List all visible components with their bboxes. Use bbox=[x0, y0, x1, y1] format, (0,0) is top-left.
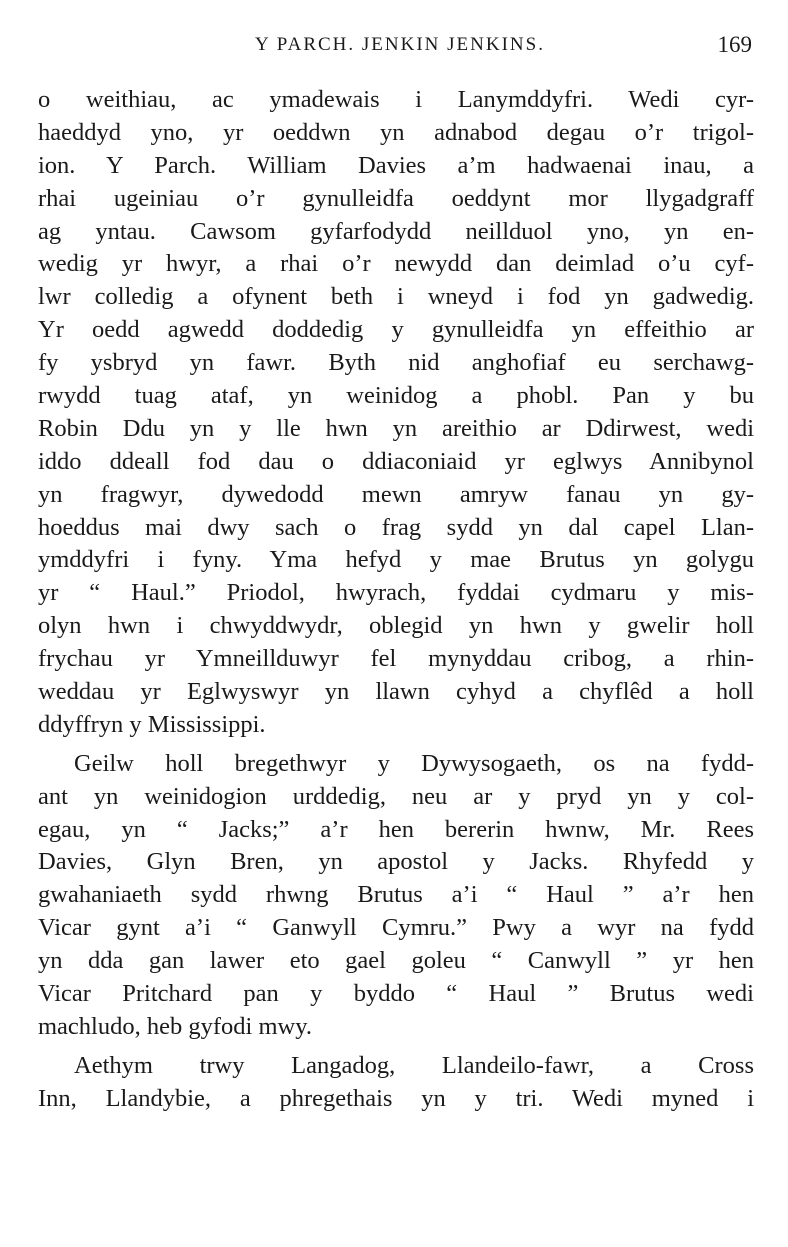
text-line: yn dda gan lawer eto gael goleu “ Canwyll ” yr hen bbox=[38, 947, 754, 975]
text-line: rwydd tuag ataf, yn weinidog a phobl. Pan y bu bbox=[38, 382, 754, 410]
text-line: Aethym trwy Langadog, Llandeilo-fawr, a Cross bbox=[74, 1051, 754, 1079]
text-line: Robin Ddu yn y lle hwn yn areithio ar Ddirwest, wedi bbox=[38, 414, 754, 442]
text-line: lwr colledig a ofynent beth i wneyd i fod yn gadwedig. bbox=[38, 283, 754, 311]
text-line: machludo, heb gyfodi mwy. bbox=[38, 1012, 312, 1040]
text-line: rhai ugeiniau o’r gynulleidfa oeddynt mor llygadgraff bbox=[38, 184, 754, 212]
text-line: Inn, Llandybie, a phregethais yn y tri. Wedi myned i bbox=[38, 1084, 754, 1112]
text-line: egau, yn “ Jacks;” a’r hen bererin hwnw, Mr. Rees bbox=[38, 815, 754, 843]
text-line: gwahaniaeth sydd rhwng Brutus a’i “ Haul ” a’r hen bbox=[38, 881, 754, 909]
text-line: ddyffryn y Mississippi. bbox=[38, 710, 266, 738]
text-line: Yr oedd agwedd doddedig y gynulleidfa yn effeithio ar bbox=[38, 316, 754, 344]
text-line: ymddyfri i fyny. Yma hefyd y mae Brutus yn golygu bbox=[38, 546, 754, 574]
text-line: haeddyd yno, yr oeddwn yn adnabod degau o’r trigol- bbox=[38, 118, 754, 146]
text-line: frychau yr Ymneillduwyr fel mynyddau cribog, a rhin- bbox=[38, 645, 754, 673]
text-line: iddo ddeall fod dau o ddiaconiaid yr eglwys Annibynol bbox=[38, 447, 754, 475]
text-line: yn fragwyr, dywedodd mewn amryw fanau yn gy- bbox=[38, 480, 754, 508]
text-line: olyn hwn i chwyddwydr, oblegid yn hwn y gwelir holl bbox=[38, 612, 754, 640]
text-line: ag yntau. Cawsom gyfarfodydd neillduol yno, yn en- bbox=[38, 217, 754, 245]
running-head: Y PARCH. JENKIN JENKINS. bbox=[255, 34, 545, 55]
text-line: Davies, Glyn Bren, yn apostol y Jacks. Rhyfedd y bbox=[38, 848, 754, 876]
text-line: Vicar gynt a’i “ Ganwyll Cymru.” Pwy a wyr na fydd bbox=[38, 914, 754, 942]
text-line: ion. Y Parch. William Davies a’m hadwaenai inau, a bbox=[38, 151, 754, 179]
text-line: ant yn weinidogion urddedig, neu ar y pryd yn y col- bbox=[38, 782, 754, 810]
paragraph bbox=[38, 1050, 754, 1116]
page-header bbox=[40, 28, 760, 62]
text-line: wedig yr hwyr, a rhai o’r newydd dan deimlad o’u cyf- bbox=[38, 250, 754, 278]
page-body bbox=[38, 84, 754, 1116]
text-line: yr “ Haul.” Priodol, hwyrach, fyddai cydmaru y mis- bbox=[38, 579, 754, 607]
text-line: Vicar Pritchard pan y byddo “ Haul ” Brutus wedi bbox=[38, 980, 754, 1008]
text-line: fy ysbryd yn fawr. Byth nid anghofiaf eu serchawg- bbox=[38, 349, 754, 377]
text-line: weddau yr Eglwyswyr yn llawn cyhyd a chyflêd a holl bbox=[38, 678, 754, 706]
paragraph bbox=[38, 84, 754, 742]
page-number: 169 bbox=[717, 32, 752, 57]
text-line: hoeddus mai dwy sach o frag sydd yn dal capel Llan- bbox=[38, 513, 754, 541]
text-line: o weithiau, ac ymadewais i Lanymddyfri. Wedi cyr- bbox=[38, 86, 754, 113]
text-line: Geilw holl bregethwyr y Dywysogaeth, os na fydd- bbox=[74, 749, 754, 777]
paragraph bbox=[38, 748, 754, 1044]
